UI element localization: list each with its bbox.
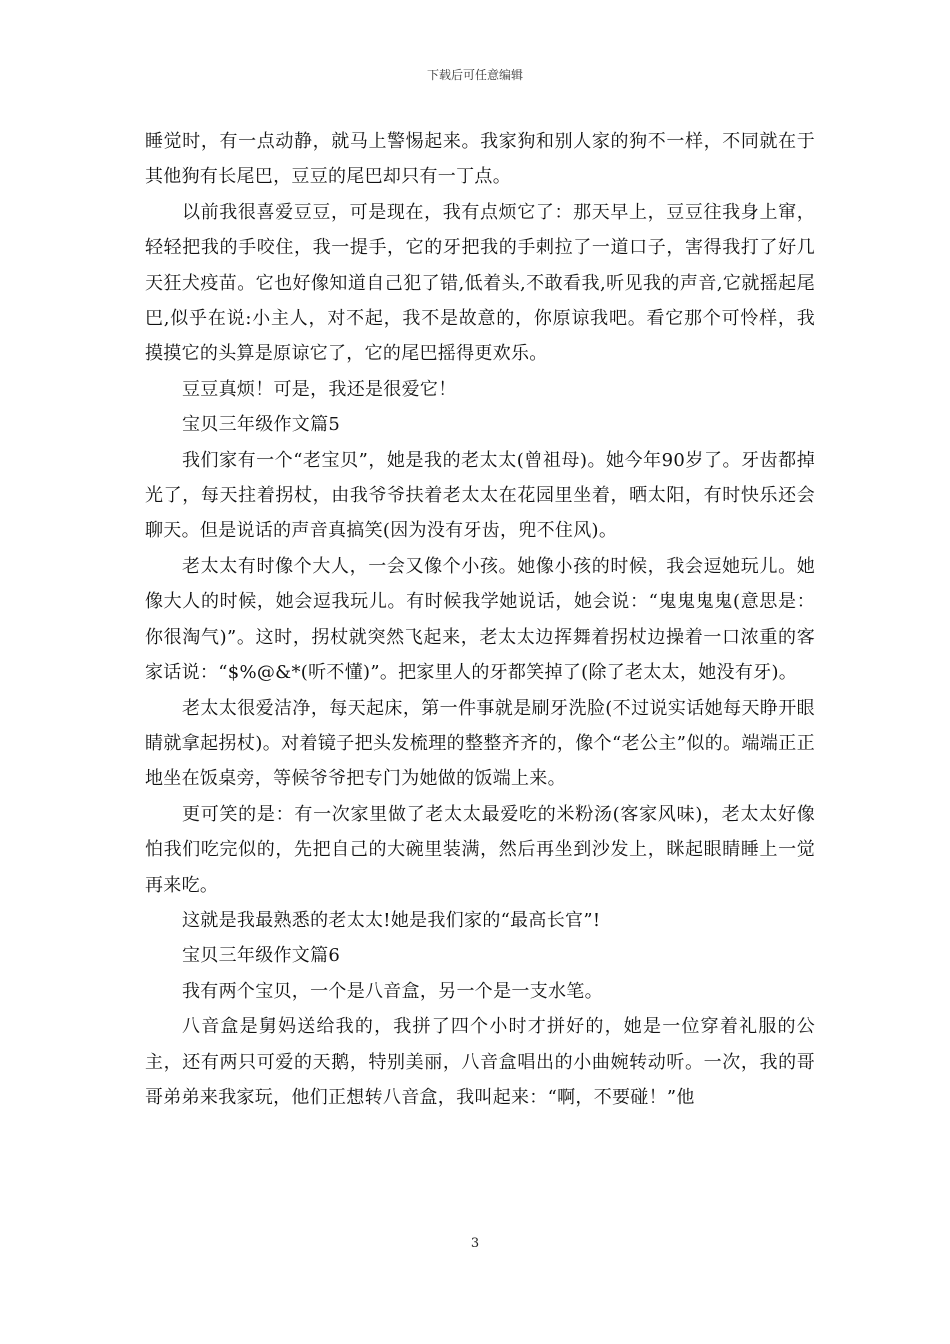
- section-heading: 宝贝三年级作文篇5: [182, 414, 341, 436]
- section-heading: 宝贝三年级作文篇6: [182, 945, 341, 967]
- paragraph: 这就是我最熟悉的老太太!她是我们家的“最高长官”!: [182, 909, 601, 931]
- paragraph: 豆豆真烦！可是，我还是很爱它！: [182, 378, 457, 400]
- paragraph: 八音盒是舅妈送给我的，我拼了四个小时才拼好的，她是一位穿着礼服的公主，还有两只可爱的天鹅，特别美丽，八音盒唱出的小曲婉转动听。一次，我的哥哥弟弟来我家玩，他们正想转八音盒，我叫起来：“啊，不要碰！”他: [145, 1016, 815, 1108]
- paragraph: 老太太很爱洁净，每天起床，第一件事就是刷牙洗脸(不过说实话她每天睁开眼睛就拿起拐杖)。对着镜子把头发梳理的整整齐齐的，像个“老公主”似的。端端正正地坐在饭桌旁，等候爷爷把专门为她做的饭端上来。: [145, 697, 815, 790]
- paragraph: 我们家有一个“老宝贝”，她是我的老太太(曾祖母)。她今年90岁了。牙齿都掉光了，每天拄着拐杖，由我爷爷扶着老太太在花园里坐着，晒太阳，有时快乐还会聊天。但是说话的声音真搞笑(因为没有牙齿，兜不住风)。: [145, 449, 815, 542]
- paragraph: 以前我很喜爱豆豆，可是现在，我有点烦它了：那天早上，豆豆往我身上窜，轻轻把我的手咬住，我一提手，它的牙把我的手剌拉了一道口子，害得我打了好几天狂犬疫苗。它也好像知道自己犯了错,低着头,不敢看我,听见我的声音,它就摇起尾巴,似乎在说:小主人，对不起，我不是故意的，你原谅我吧。看它那个可怜样，我摸摸它的头算是原谅它了，它的尾巴摇得更欢乐。: [145, 201, 815, 365]
- page-header: 下载后可任意编辑: [426, 68, 523, 82]
- paragraph: 我有两个宝贝，一个是八音盒，另一个是一支水笔。: [182, 980, 603, 1002]
- page-number: 3: [470, 1236, 480, 1251]
- document-body: [145, 124, 815, 1115]
- paragraph: 更可笑的是：有一次家里做了老太太最爱吃的米粉汤(客家风味)，老太太好像怕我们吃完似的，先把自己的大碗里装满，然后再坐到沙发上，眯起眼睛睡上一觉再来吃。: [145, 803, 815, 896]
- paragraph: 睡觉时，有一点动静，就马上警惕起来。我家狗和别人家的狗不一样，不同就在于其他狗有长尾巴，豆豆的尾巴却只有一丁点。: [145, 131, 815, 188]
- paragraph: 老太太有时像个大人，一会又像个小孩。她像小孩的时候，我会逗她玩儿。她像大人的时候，她会逗我玩儿。有时候我学她说话，她会说：“鬼鬼鬼鬼(意思是：你很淘气)”。这时，拐杖就突然飞起来，老太太边挥舞着拐杖边操着一口浓重的客家话说：“$%@&*(听不懂)”。把家里人的牙都笑掉了(除了老太太，她没有牙)。: [145, 555, 815, 684]
